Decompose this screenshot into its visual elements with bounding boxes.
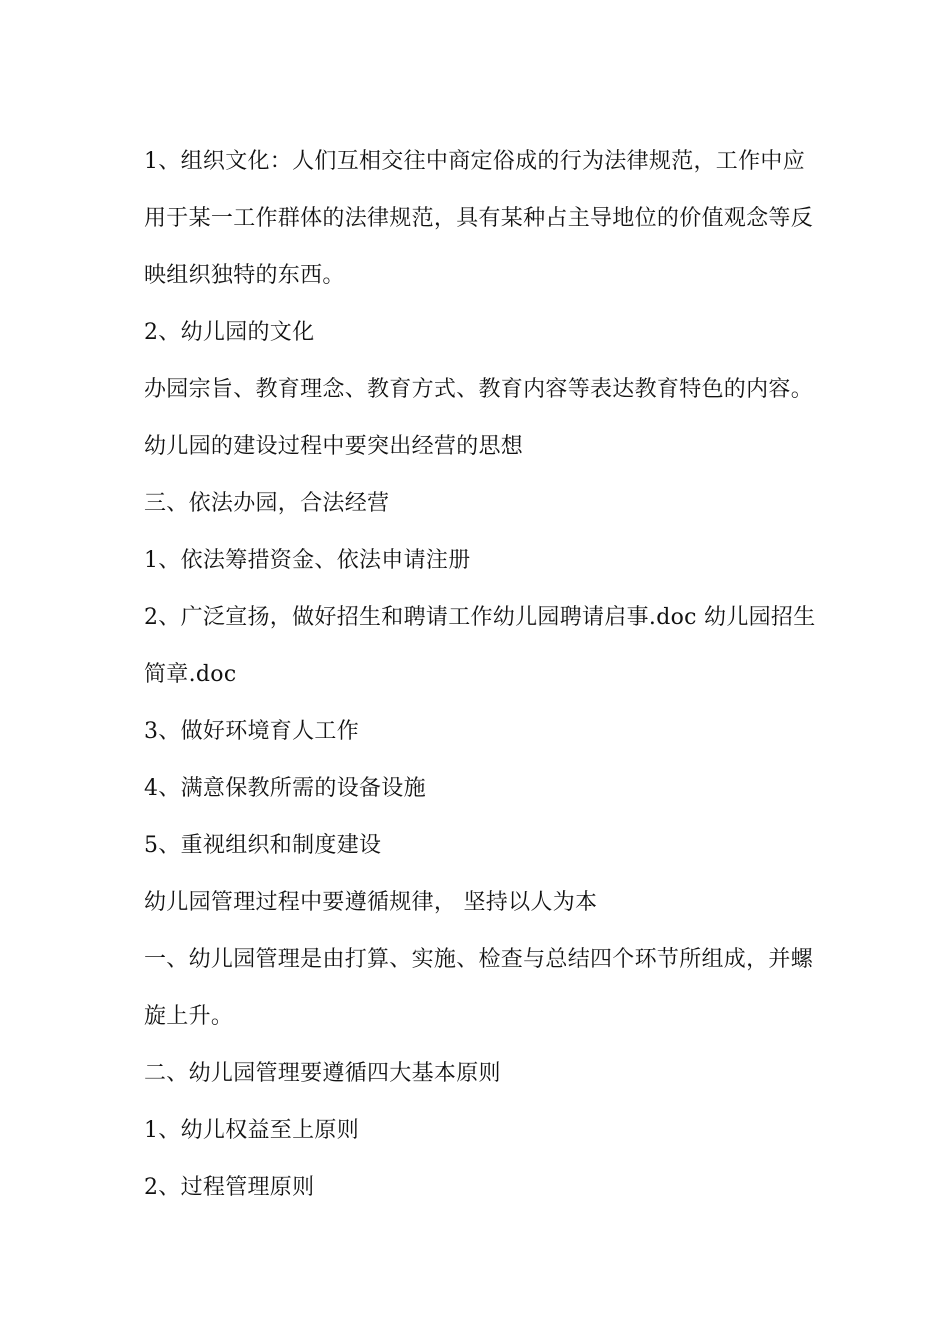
heading-four-principles: 二、幼儿园管理要遵循四大基本原则 — [144, 1061, 501, 1086]
paragraph-education-content: 办园宗旨、教育理念、教育方式、教育内容等表达教育特色的内容。 — [144, 377, 814, 402]
paragraph-management-cycle: 一、幼儿园管理是由打算、实施、检查与总结四个环节所组成，并螺旋上升。 — [144, 947, 814, 1029]
heading-legal-operation: 三、依法办园，合法经营 — [144, 491, 390, 516]
paragraph-organization-system: 5、重视组织和制度建设 — [144, 833, 382, 858]
paragraph-child-rights-principle: 1、幼儿权益至上原则 — [144, 1118, 359, 1143]
heading-management-rules: 幼儿园管理过程中要遵循规律， 坚持以人为本 — [144, 890, 598, 915]
heading-business-thinking: 幼儿园的建设过程中要突出经营的思想 — [144, 434, 524, 459]
paragraph-kindergarten-culture: 2、幼儿园的文化 — [144, 320, 315, 345]
paragraph-environment: 3、做好环境育人工作 — [144, 719, 359, 744]
paragraph-funding-registration: 1、依法筹措资金、依法申请注册 — [144, 548, 471, 573]
paragraph-equipment: 4、满意保教所需的设备设施 — [144, 776, 426, 801]
paragraph-org-culture: 1、组织文化：人们互相交往中商定俗成的行为法律规范，工作中应用于某一工作群体的法律规范，具有某种占主导地位的价值观念等反映组织独特的东西。 — [144, 149, 814, 288]
document-body — [144, 133, 824, 1216]
paragraph-recruitment: 2、广泛宣扬，做好招生和聘请工作幼儿园聘请启事.doc 幼儿园招生简章.doc — [144, 605, 816, 687]
paragraph-process-principle: 2、过程管理原则 — [144, 1175, 315, 1200]
